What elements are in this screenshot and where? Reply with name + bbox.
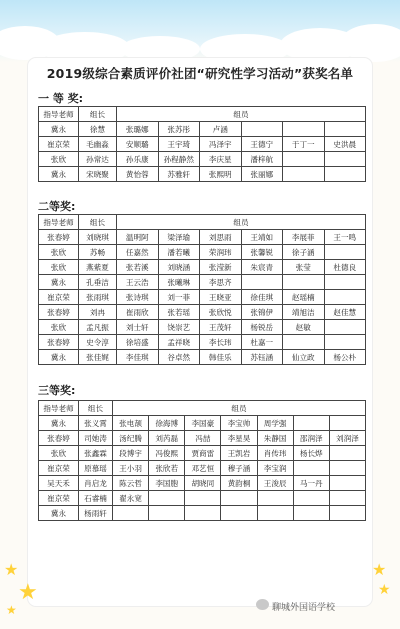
member-cell	[329, 506, 365, 521]
member-cell	[185, 506, 221, 521]
table-row	[39, 476, 366, 491]
member-cell: 王德宁	[241, 137, 283, 152]
member-cell: 刘士轩	[117, 320, 159, 335]
member-cell	[221, 491, 257, 506]
table-header-row	[39, 215, 366, 230]
cloud-decoration	[340, 24, 400, 62]
advisor-cell: 崔京荣	[39, 491, 79, 506]
member-cell: 王一鸣	[324, 230, 366, 245]
advisor-cell: 崔京荣	[39, 461, 79, 476]
advisor-cell: 张春婷	[39, 431, 79, 446]
member-cell: 汤纪腾	[113, 431, 149, 446]
leader-cell: 宋晓聚	[79, 167, 117, 182]
table-header-cell: 组员	[117, 107, 366, 122]
member-cell: 黄怡蓉	[117, 167, 159, 182]
advisor-cell: 崔京荣	[39, 137, 79, 152]
member-cell: 李国胞	[149, 476, 185, 491]
advisor-cell: 张欣	[39, 260, 79, 275]
member-cell	[221, 506, 257, 521]
advisor-cell: 冀永	[39, 122, 79, 137]
member-cell: 徐海博	[149, 416, 185, 431]
member-cell: 段博宇	[113, 446, 149, 461]
member-cell	[283, 335, 325, 350]
advisor-cell: 张欣	[39, 245, 79, 260]
watermark-text: 聊城外国语学校	[272, 603, 336, 613]
table-row	[39, 152, 366, 167]
member-cell: 马一丹	[293, 476, 329, 491]
table-header-cell: 组长	[79, 215, 117, 230]
member-cell: 崔雨欣	[117, 305, 159, 320]
leader-cell: 张佳娓	[79, 350, 117, 365]
member-cell: 李星昊	[221, 431, 257, 446]
page-title: 2019级综合素质评价社团“研究性学习活动”获奖名单	[46, 66, 354, 81]
leader-cell: 燕紫夏	[79, 260, 117, 275]
member-cell	[149, 491, 185, 506]
member-cell	[324, 167, 366, 182]
leader-cell: 肖启龙	[79, 476, 113, 491]
leader-cell: 张义霄	[79, 416, 113, 431]
table-row	[39, 320, 366, 335]
second-prize-table	[38, 214, 366, 365]
advisor-cell: 冀永	[39, 350, 79, 365]
member-cell: 杨长烨	[293, 446, 329, 461]
member-cell: 李宝润	[257, 461, 293, 476]
first-prize-heading: 一 等 奖:	[38, 92, 84, 105]
member-cell	[293, 416, 329, 431]
table-row	[39, 461, 366, 476]
member-cell: 肖传玮	[257, 446, 293, 461]
member-cell: 张苏彤	[158, 122, 200, 137]
member-cell: 李佳琪	[117, 350, 159, 365]
leader-cell: 刘冉	[79, 305, 117, 320]
table-row	[39, 335, 366, 350]
leader-cell: 司她涛	[79, 431, 113, 446]
member-cell: 张曦琳	[158, 275, 200, 290]
member-cell: 张莹	[283, 260, 325, 275]
member-cell: 张欣悦	[200, 305, 242, 320]
member-cell: 王茂轩	[200, 320, 242, 335]
member-cell	[329, 461, 365, 476]
member-cell: 杜嘉一	[241, 335, 283, 350]
member-cell	[241, 275, 283, 290]
member-cell: 孙乐康	[117, 152, 159, 167]
member-cell: 李思齐	[200, 275, 242, 290]
star-decoration: ★	[372, 560, 387, 579]
leader-cell: 孙常达	[79, 152, 117, 167]
table-row	[39, 230, 366, 245]
member-cell: 孟祥晓	[158, 335, 200, 350]
member-cell: 周学强	[257, 416, 293, 431]
member-cell: 刘芮磊	[149, 431, 185, 446]
member-cell: 张璐娜	[117, 122, 159, 137]
table-row	[39, 167, 366, 182]
member-cell: 贾商雷	[185, 446, 221, 461]
member-cell: 潘梓航	[241, 152, 283, 167]
member-cell: 翟永宽	[113, 491, 149, 506]
member-cell: 梁泽瑜	[158, 230, 200, 245]
member-cell	[324, 122, 366, 137]
member-cell	[283, 152, 325, 167]
advisor-cell: 张春婷	[39, 335, 79, 350]
advisor-cell: 张春婷	[39, 230, 79, 245]
advisor-cell: 冀永	[39, 167, 79, 182]
member-cell	[241, 122, 283, 137]
table-header-cell: 指导老师	[39, 215, 79, 230]
member-cell: 赵佳慧	[324, 305, 366, 320]
member-cell: 王宇琦	[158, 137, 200, 152]
member-cell: 王浚辰	[257, 476, 293, 491]
member-cell: 徐佳琪	[241, 290, 283, 305]
member-cell: 张锦伊	[241, 305, 283, 320]
table-row	[39, 290, 366, 305]
table-row	[39, 137, 366, 152]
third-prize-table	[38, 400, 366, 521]
member-cell: 刘润泽	[329, 431, 365, 446]
member-cell: 李宝帅	[221, 416, 257, 431]
member-cell	[257, 506, 293, 521]
member-cell	[324, 245, 366, 260]
first-prize-table	[38, 106, 366, 182]
member-cell: 邵润泽	[293, 431, 329, 446]
member-cell	[293, 461, 329, 476]
member-cell	[257, 491, 293, 506]
leader-cell: 毛幽淼	[79, 137, 117, 152]
member-cell: 杜德良	[324, 260, 366, 275]
table-header-cell: 指导老师	[39, 107, 79, 122]
member-cell: 杨公朴	[324, 350, 366, 365]
table-row	[39, 245, 366, 260]
member-cell	[283, 122, 325, 137]
member-cell: 张馨锐	[241, 245, 283, 260]
leader-cell: 孟凡振	[79, 320, 117, 335]
member-cell: 赵瑶楠	[283, 290, 325, 305]
star-decoration: ★	[6, 603, 17, 617]
header-sky-decoration	[0, 0, 400, 62]
member-cell: 杨锐岳	[241, 320, 283, 335]
member-cell: 邓艺恒	[185, 461, 221, 476]
member-cell: 李长玮	[200, 335, 242, 350]
table-header-cell: 组员	[117, 215, 366, 230]
star-decoration: ★	[18, 580, 38, 605]
star-decoration: ★	[4, 560, 19, 579]
member-cell: 张若溪	[117, 260, 159, 275]
advisor-cell: 张欣	[39, 446, 79, 461]
table-row	[39, 305, 366, 320]
advisor-cell: 张欣	[39, 320, 79, 335]
member-cell: 荣润玮	[200, 245, 242, 260]
advisor-cell: 张春婷	[39, 305, 79, 320]
member-cell	[329, 491, 365, 506]
member-cell	[149, 506, 185, 521]
wechat-icon	[256, 599, 269, 610]
member-cell: 张电颉	[113, 416, 149, 431]
member-cell: 王靖如	[241, 230, 283, 245]
leader-cell: 刘晓琪	[79, 230, 117, 245]
member-cell: 冯俊熙	[149, 446, 185, 461]
member-cell: 苏雅轩	[158, 167, 200, 182]
advisor-cell: 冀永	[39, 416, 79, 431]
leader-cell: 徐慧	[79, 122, 117, 137]
member-cell: 李展菲	[283, 230, 325, 245]
leader-cell: 石睿楠	[79, 491, 113, 506]
member-cell	[324, 152, 366, 167]
member-cell: 温明阿	[117, 230, 159, 245]
member-cell	[324, 290, 366, 305]
member-cell: 于丁一	[283, 137, 325, 152]
leader-cell: 杨雨轩	[79, 506, 113, 521]
table-row	[39, 275, 366, 290]
member-cell: 潘若曦	[158, 245, 200, 260]
member-cell: 靖旭洁	[283, 305, 325, 320]
member-cell	[283, 275, 325, 290]
table-row	[39, 446, 366, 461]
member-cell: 卢涵	[200, 122, 242, 137]
table-row	[39, 491, 366, 506]
leader-cell: 史令淳	[79, 335, 117, 350]
member-cell: 胡晓同	[185, 476, 221, 491]
member-cell: 仙立政	[283, 350, 325, 365]
table-row	[39, 122, 366, 137]
advisor-cell: 张欣	[39, 152, 79, 167]
member-cell: 徐子涵	[283, 245, 325, 260]
table-row	[39, 431, 366, 446]
member-cell: 穆子涵	[221, 461, 257, 476]
table-header-cell: 组长	[79, 401, 113, 416]
second-prize-heading: 二等奖:	[38, 200, 76, 213]
member-cell: 冯喆	[185, 431, 221, 446]
member-cell: 韩佳乐	[200, 350, 242, 365]
table-header-cell: 组长	[79, 107, 117, 122]
table-row	[39, 506, 366, 521]
member-cell: 刘思雨	[200, 230, 242, 245]
leader-cell: 原慕瑶	[79, 461, 113, 476]
member-cell	[329, 446, 365, 461]
member-cell: 刘晓涵	[158, 260, 200, 275]
member-cell: 黄韵桐	[221, 476, 257, 491]
table-header-cell: 组员	[113, 401, 366, 416]
member-cell: 苏钰涵	[241, 350, 283, 365]
member-cell: 王晓亚	[200, 290, 242, 305]
member-cell	[324, 320, 366, 335]
member-cell: 谷卓然	[158, 350, 200, 365]
member-cell: 赵敏	[283, 320, 325, 335]
member-cell: 冯泽宇	[200, 137, 242, 152]
table-header-cell: 指导老师	[39, 401, 79, 416]
member-cell	[293, 506, 329, 521]
member-cell: 徐培盛	[117, 335, 159, 350]
member-cell	[329, 476, 365, 491]
table-row	[39, 416, 366, 431]
member-cell: 朱宸青	[241, 260, 283, 275]
member-cell: 张若瑶	[158, 305, 200, 320]
member-cell: 李庆星	[200, 152, 242, 167]
advisor-cell: 崔京荣	[39, 290, 79, 305]
member-cell: 王小羽	[113, 461, 149, 476]
member-cell: 王凯岩	[221, 446, 257, 461]
table-header-row	[39, 401, 366, 416]
leader-cell: 张鑫霖	[79, 446, 113, 461]
advisor-cell: 冀永	[39, 506, 79, 521]
member-cell	[113, 506, 149, 521]
member-cell: 史洪晨	[324, 137, 366, 152]
leader-cell: 孔垂洁	[79, 275, 117, 290]
advisor-cell: 吴天禾	[39, 476, 79, 491]
table-row	[39, 350, 366, 365]
member-cell	[293, 491, 329, 506]
member-cell: 朱静国	[257, 431, 293, 446]
member-cell: 张熙明	[200, 167, 242, 182]
table-header-row	[39, 107, 366, 122]
member-cell: 张滢新	[200, 260, 242, 275]
member-cell: 陈云哲	[113, 476, 149, 491]
member-cell	[324, 335, 366, 350]
leader-cell: 张雨琪	[79, 290, 117, 305]
third-prize-heading: 三等奖:	[38, 384, 76, 397]
member-cell: 任嘉然	[117, 245, 159, 260]
star-decoration: ★	[378, 582, 391, 598]
member-cell	[324, 275, 366, 290]
member-cell: 张诗琪	[117, 290, 159, 305]
member-cell: 饶崇艺	[158, 320, 200, 335]
member-cell: 张欣若	[149, 461, 185, 476]
member-cell: 孙程静然	[158, 152, 200, 167]
member-cell: 张丽娜	[241, 167, 283, 182]
member-cell	[185, 491, 221, 506]
leader-cell: 苏畅	[79, 245, 117, 260]
member-cell: 刘一菲	[158, 290, 200, 305]
advisor-cell: 冀永	[39, 275, 79, 290]
member-cell	[283, 167, 325, 182]
member-cell: 王云浩	[117, 275, 159, 290]
member-cell	[329, 416, 365, 431]
table-row	[39, 260, 366, 275]
member-cell: 李国豪	[185, 416, 221, 431]
member-cell: 安顺璐	[117, 137, 159, 152]
